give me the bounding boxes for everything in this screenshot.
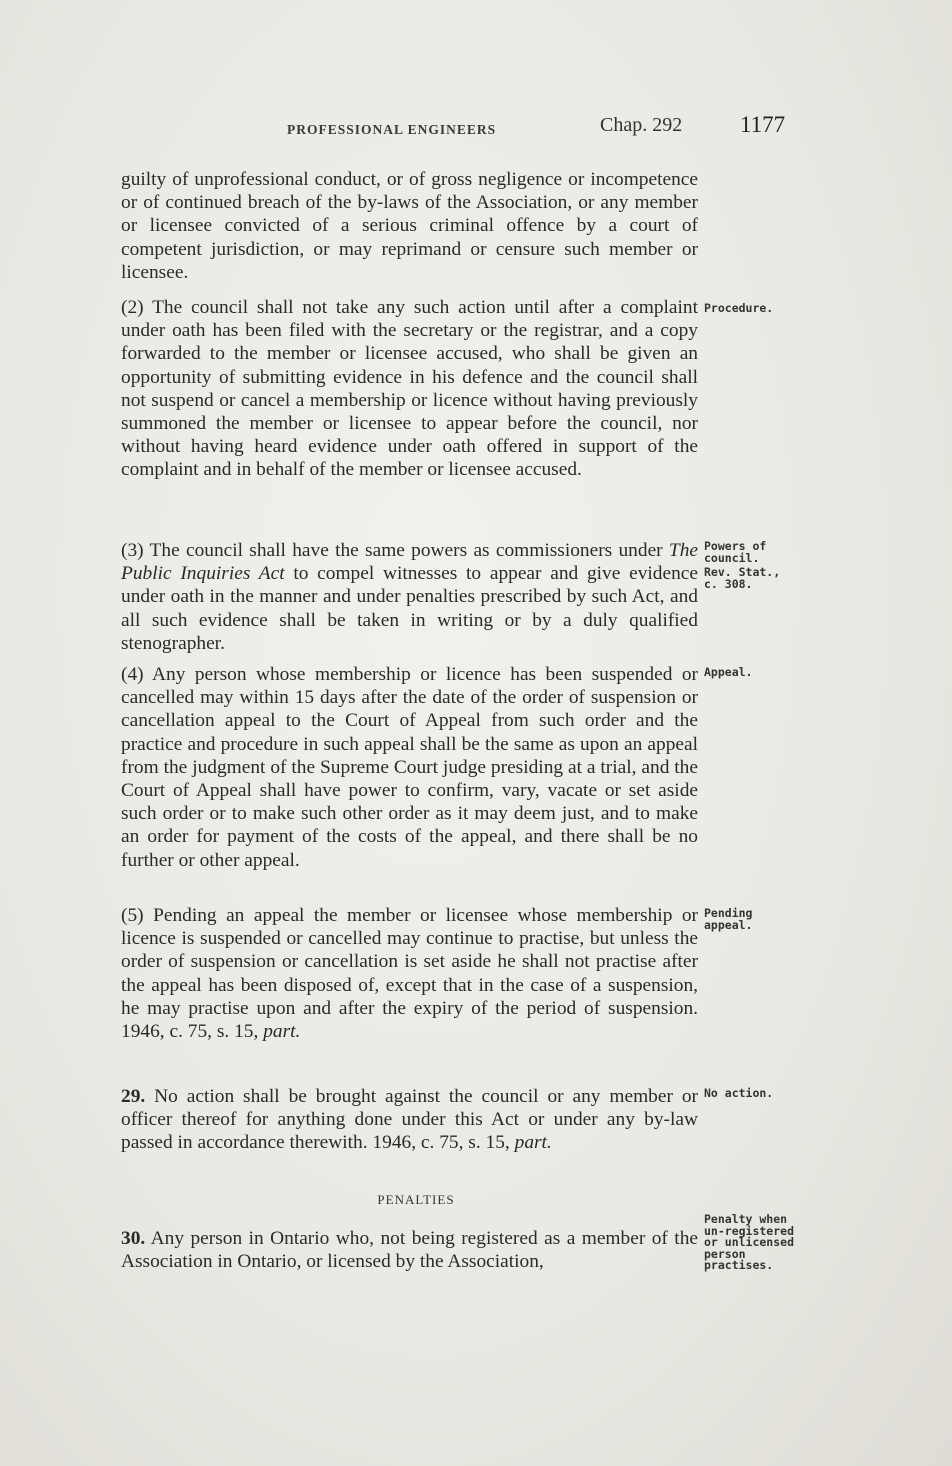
- subsection-3: [121, 539, 698, 655]
- act-title: The Public Inquiries Act: [121, 540, 698, 585]
- paragraph-text: No action shall be brought against the council or any member or officer thereof for anything done under this Act or under any by-law passed in accordance therewith. 1946, c. 75, s. 15,: [121, 1086, 698, 1154]
- paragraph-text: (2) The council shall not take any such action until after a complaint under oath has been filed with the secretary or the registrar, and a copy forwarded to the member or licensee accused, who shall be given an opportunity of submitting evidence in his defence and the council shall not suspend or cancel a membership or licence without having previously summoned the member or licensee to appear before the council, nor without having heard evidence under oath offered in support of the complaint and in behalf of the member or licensee accused.: [121, 297, 698, 481]
- paragraph-text: (4) Any person whose membership or licence has been suspended or cancelled may within 15 days after the date of the order of suspension or cancellation appeal to the Court of Appeal from such order and the practice and procedure in such appeal shall be the same as upon an appeal from the judgment of the Supreme Court judge presiding at a trial, and the Court of Appeal shall have power to confirm, vary, vacate or set aside such order or to make such other order as it may deem just, and to make an order for payment of the costs of the appeal, and there shall be no further or other appeal.: [121, 664, 698, 871]
- subsection-2: [121, 296, 698, 482]
- running-title: PROFESSIONAL ENGINEERS: [287, 122, 497, 137]
- section-29: [121, 1085, 698, 1155]
- chapter-number: Chap. 292: [600, 114, 683, 136]
- marginal-note-citation: Rev. Stat., c. 308.: [704, 565, 781, 591]
- section-heading: PENALTIES: [377, 1192, 455, 1207]
- section-30: [121, 1227, 698, 1273]
- marginal-note-powers: [704, 541, 814, 590]
- section-number: 29.: [121, 1086, 146, 1107]
- section-number: 30.: [121, 1228, 146, 1249]
- marginal-note-no-action: No action.: [704, 1086, 774, 1100]
- citation-part: part.: [263, 1021, 301, 1043]
- paragraph-continuation: [121, 168, 698, 284]
- marginal-note-penalty: Penalty when un-registered or unlicensed person practises.: [704, 1212, 795, 1272]
- paragraph-text: (3) The council shall have the same powers as commissioners under: [121, 540, 669, 561]
- paragraph-text: (5) Pending an appeal the member or licensee whose membership or licence is suspended or cancelled may continue to practise, but unless the order of suspension or cancellation is set aside he shall not practise after the appeal has been disposed of, except that in the case of a suspension, he may practise upon and after the expiry of the period of suspension. 1946, c. 75, s. 15,: [121, 905, 698, 1043]
- page-header: [0, 114, 952, 144]
- marginal-note-procedure: Procedure.: [704, 301, 774, 315]
- subsection-4: [121, 663, 698, 872]
- page-number: 1177: [740, 112, 786, 137]
- citation-part: part.: [514, 1132, 552, 1154]
- marginal-note-pending: Pending appeal.: [704, 906, 753, 932]
- paragraph-text: to compel witnesses to appear and give evidence under oath in the manner and under penalties prescribed by such Act, and all such evidence shall be taken in writing or by a duly qualified stenographer.: [121, 563, 698, 654]
- subsection-5: [121, 904, 698, 1043]
- marginal-note-text: Powers of council.: [704, 539, 767, 565]
- paragraph-text: guilty of unprofessional conduct, or of gross negligence or incompetence or of continued breach of the by-laws of the Association, or any member or licensee convicted of a serious criminal offence by a court of competent jurisdiction, or may reprimand or censure such member or licensee.: [121, 169, 698, 283]
- paragraph-text: Any person in Ontario who, not being registered as a member of the Association in Ontario, or licensed by the Association,: [121, 1228, 698, 1273]
- marginal-note-appeal: Appeal.: [704, 665, 753, 679]
